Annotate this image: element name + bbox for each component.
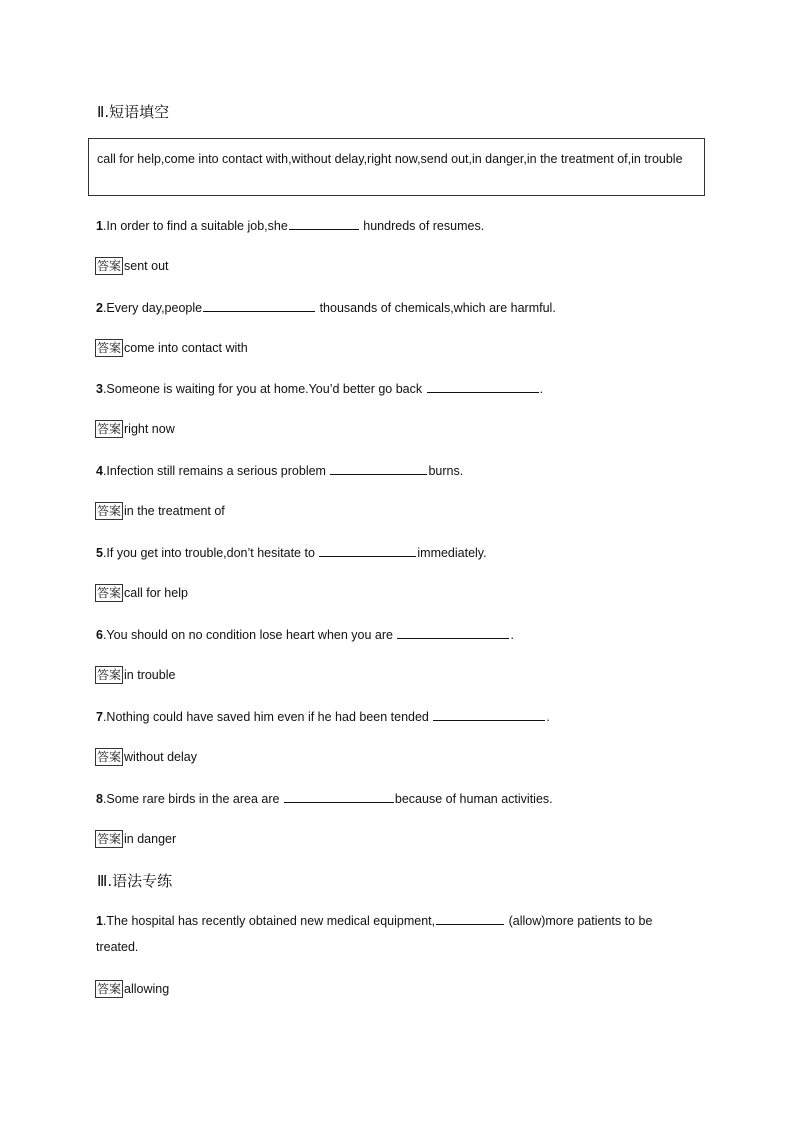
answer-4	[95, 502, 225, 520]
question-4	[96, 462, 463, 478]
question-text-after: .	[510, 628, 514, 642]
answer-blank	[436, 912, 504, 925]
answer-blank	[203, 299, 315, 312]
answer-1	[95, 257, 169, 275]
question-text-after: (allow)more patients to be	[505, 914, 653, 928]
section-2-heading: Ⅱ.短语填空	[97, 103, 170, 121]
question-text-after: .	[546, 710, 550, 724]
question-6	[96, 626, 514, 642]
answer-label: 答案	[97, 668, 122, 682]
question-text-before: .Infection still remains a serious problem	[102, 464, 330, 478]
question-text-before: .Every day,people	[102, 301, 203, 315]
question-text-before: .The hospital has recently obtained new medical equipment,	[102, 914, 436, 928]
answer-blank	[433, 708, 545, 721]
answer-text: in trouble	[124, 668, 176, 682]
answer-text: allowing	[124, 982, 170, 996]
question-text-after: because of human activities.	[394, 792, 553, 806]
question-text-before: .Some rare birds in the area are	[102, 792, 283, 806]
answer-label: 答案	[97, 259, 122, 273]
answer-text: in danger	[124, 832, 177, 846]
question-text-after: thousands of chemicals,which are harmful.	[316, 301, 556, 315]
answer-text: come into contact with	[124, 341, 248, 355]
answer-label: 答案	[97, 982, 122, 996]
question-8	[96, 790, 553, 806]
answer-text: sent out	[124, 259, 169, 273]
answer-5	[95, 584, 188, 602]
answer-2	[95, 339, 248, 357]
question-2	[96, 299, 556, 315]
section-3-heading: Ⅲ.语法专练	[97, 872, 173, 890]
answer-blank	[427, 380, 539, 393]
question-number: 2	[96, 301, 103, 315]
question-text-before: .Someone is waiting for you at home.You’d better go back	[102, 382, 426, 396]
question-text-after: .	[539, 382, 544, 396]
answer-blank	[397, 626, 509, 639]
grammar-question-1-continuation: treated.	[96, 940, 139, 954]
question-text-after: immediately.	[417, 546, 487, 560]
question-text-before: .In order to find a suitable job,she	[102, 219, 288, 233]
question-text-after: hundreds of resumes.	[359, 219, 485, 233]
question-7	[96, 708, 550, 724]
answer-label: 答案	[97, 422, 122, 436]
question-3	[96, 380, 543, 396]
answer-label: 答案	[97, 341, 122, 355]
question-text-before: .If you get into trouble,don’t hesitate to	[102, 546, 319, 560]
answer-7	[95, 748, 197, 766]
answer-text: in the treatment of	[124, 504, 225, 518]
answer-text: without delay	[124, 750, 197, 764]
question-number: 8	[96, 792, 103, 806]
answer-blank	[319, 544, 416, 557]
answer-blank	[330, 462, 427, 475]
answer-label: 答案	[97, 832, 122, 846]
answer-label: 答案	[97, 504, 122, 518]
question-number: 5	[96, 546, 103, 560]
question-1	[96, 217, 484, 233]
question-number: 6	[96, 628, 103, 642]
answer-label: 答案	[97, 586, 122, 600]
answer-label: 答案	[97, 750, 122, 764]
answer-blank	[284, 790, 394, 803]
question-number: 1	[96, 219, 103, 233]
answer-3	[95, 420, 175, 438]
question-text-before: .Nothing could have saved him even if he had been tended	[102, 710, 433, 724]
phrase-bank-box	[88, 138, 705, 196]
question-number: 4	[96, 464, 103, 478]
answer-6	[95, 666, 175, 684]
answer-blank	[289, 217, 359, 230]
question-text-before: .You should on no condition lose heart when you are	[102, 628, 397, 642]
grammar-question-1	[96, 912, 652, 928]
answer-8	[95, 830, 176, 848]
question-text-after: burns.	[428, 464, 464, 478]
question-number: 1	[96, 914, 103, 928]
phrase-bank-text: call for help,come into contact with,without delay,right now,send out,in danger,in the treatment of,in trouble	[97, 152, 683, 166]
grammar-answer-1	[95, 980, 169, 998]
question-number: 7	[96, 710, 103, 724]
answer-text: right now	[124, 422, 175, 436]
question-5	[96, 544, 487, 560]
answer-text: call for help	[124, 586, 188, 600]
question-number: 3	[96, 382, 103, 396]
